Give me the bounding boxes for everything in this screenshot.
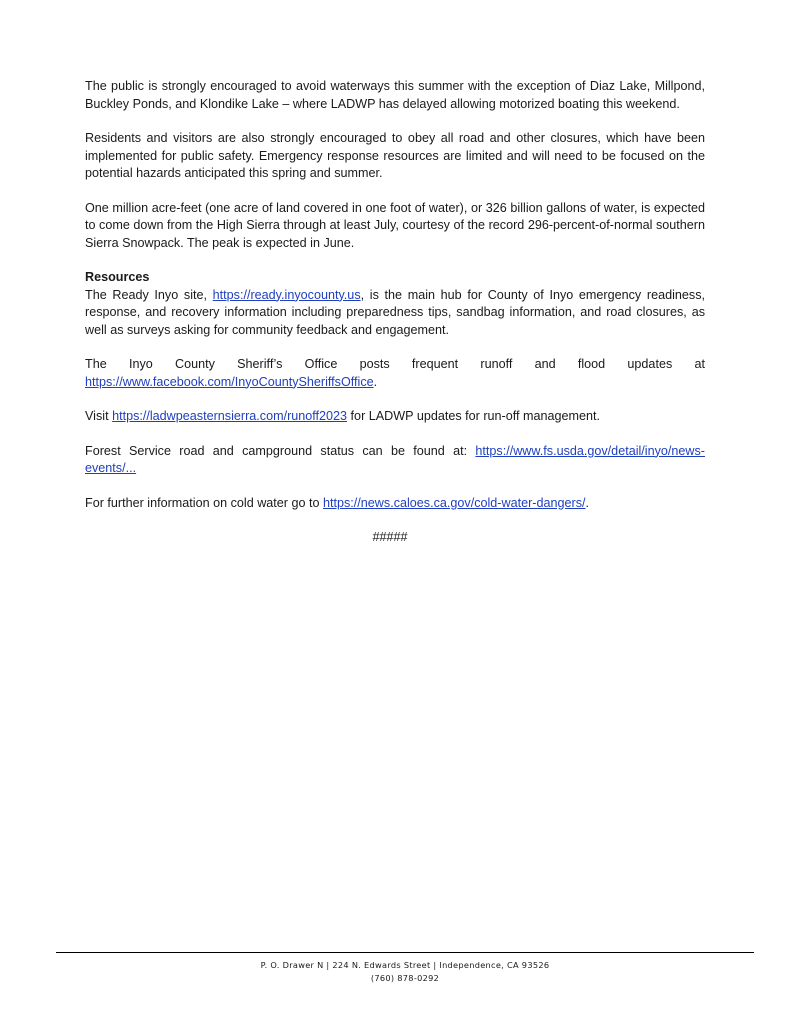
press-release-body [85,78,705,559]
paragraph-forest-service [85,443,705,478]
footer-address: P. O. Drawer N | 224 N. Edwards Street | Independence, CA 93526 [260,960,550,970]
footer-divider [56,952,754,953]
ladwp-runoff-link[interactable]: https://ladwpeasternsierra.com/runoff2023 [112,409,348,423]
paragraph-runoff-volume: One million acre-feet (one acre of land covered in one foot of water), or 326 billion gallons of water, is expected to come down from the High Sierra through at least July, courtesy of the record 296-percent-of-normal southern Sierra Snowpack. The peak is expected in June. [85,200,705,250]
ready-inyo-link[interactable]: https://ready.inyocounty.us [212,287,361,302]
paragraph-ready-inyo [85,287,705,340]
cold-water-text-before: For further information on cold water go to [85,495,323,510]
paragraph-cold-water [85,495,705,513]
ladwp-text-before: Visit [85,409,113,423]
sheriff-text-after: . [373,374,378,389]
forest-service-text-before: Forest Service road and campground status can be found at: [85,443,476,458]
paragraph-waterways: The public is strongly encouraged to avoid waterways this summer with the exception of Diaz Lake, Millpond, Buckley Ponds, and Klondike Lake – where LADWP has delayed allowing motorized boating this weekend. [85,79,705,111]
ready-inyo-text-after: , is the main hub for County of Inyo emergency readiness, response, and recovery information including preparedness tips, sandbag information, and road closures, as well as surveys asking for community feedback and engagement. [85,287,705,337]
ladwp-text-after: for LADWP updates for run-off management. [347,409,601,423]
paragraph-ladwp [85,408,705,426]
cold-water-link[interactable]: https://news.caloes.ca.gov/cold-water-dangers/ [323,495,586,510]
footer-phone: (760) 878-0292 [370,973,440,983]
sheriff-facebook-link[interactable]: https://www.facebook.com/InyoCountySheriffsOffice [85,374,374,389]
footer [56,959,754,985]
ready-inyo-text-before: The Ready Inyo site, [85,287,213,302]
sheriff-text-before: The Inyo County Sheriff’s Office posts frequent runoff and flood updates at [85,357,705,371]
end-mark: ##### [372,530,408,544]
resources-heading: Resources [85,270,150,284]
paragraph-sheriff [85,356,705,391]
cold-water-text-after: . [585,495,590,510]
forest-service-link[interactable]: https://www.fs.usda.gov/detail/inyo/news-events/... [85,443,705,475]
paragraph-closures: Residents and visitors are also strongly encouraged to obey all road and other closures, which have been implemented for public safety. Emergency response resources are limited and will need to be focused on the potential hazards anticipated this spring and summer. [85,131,705,180]
